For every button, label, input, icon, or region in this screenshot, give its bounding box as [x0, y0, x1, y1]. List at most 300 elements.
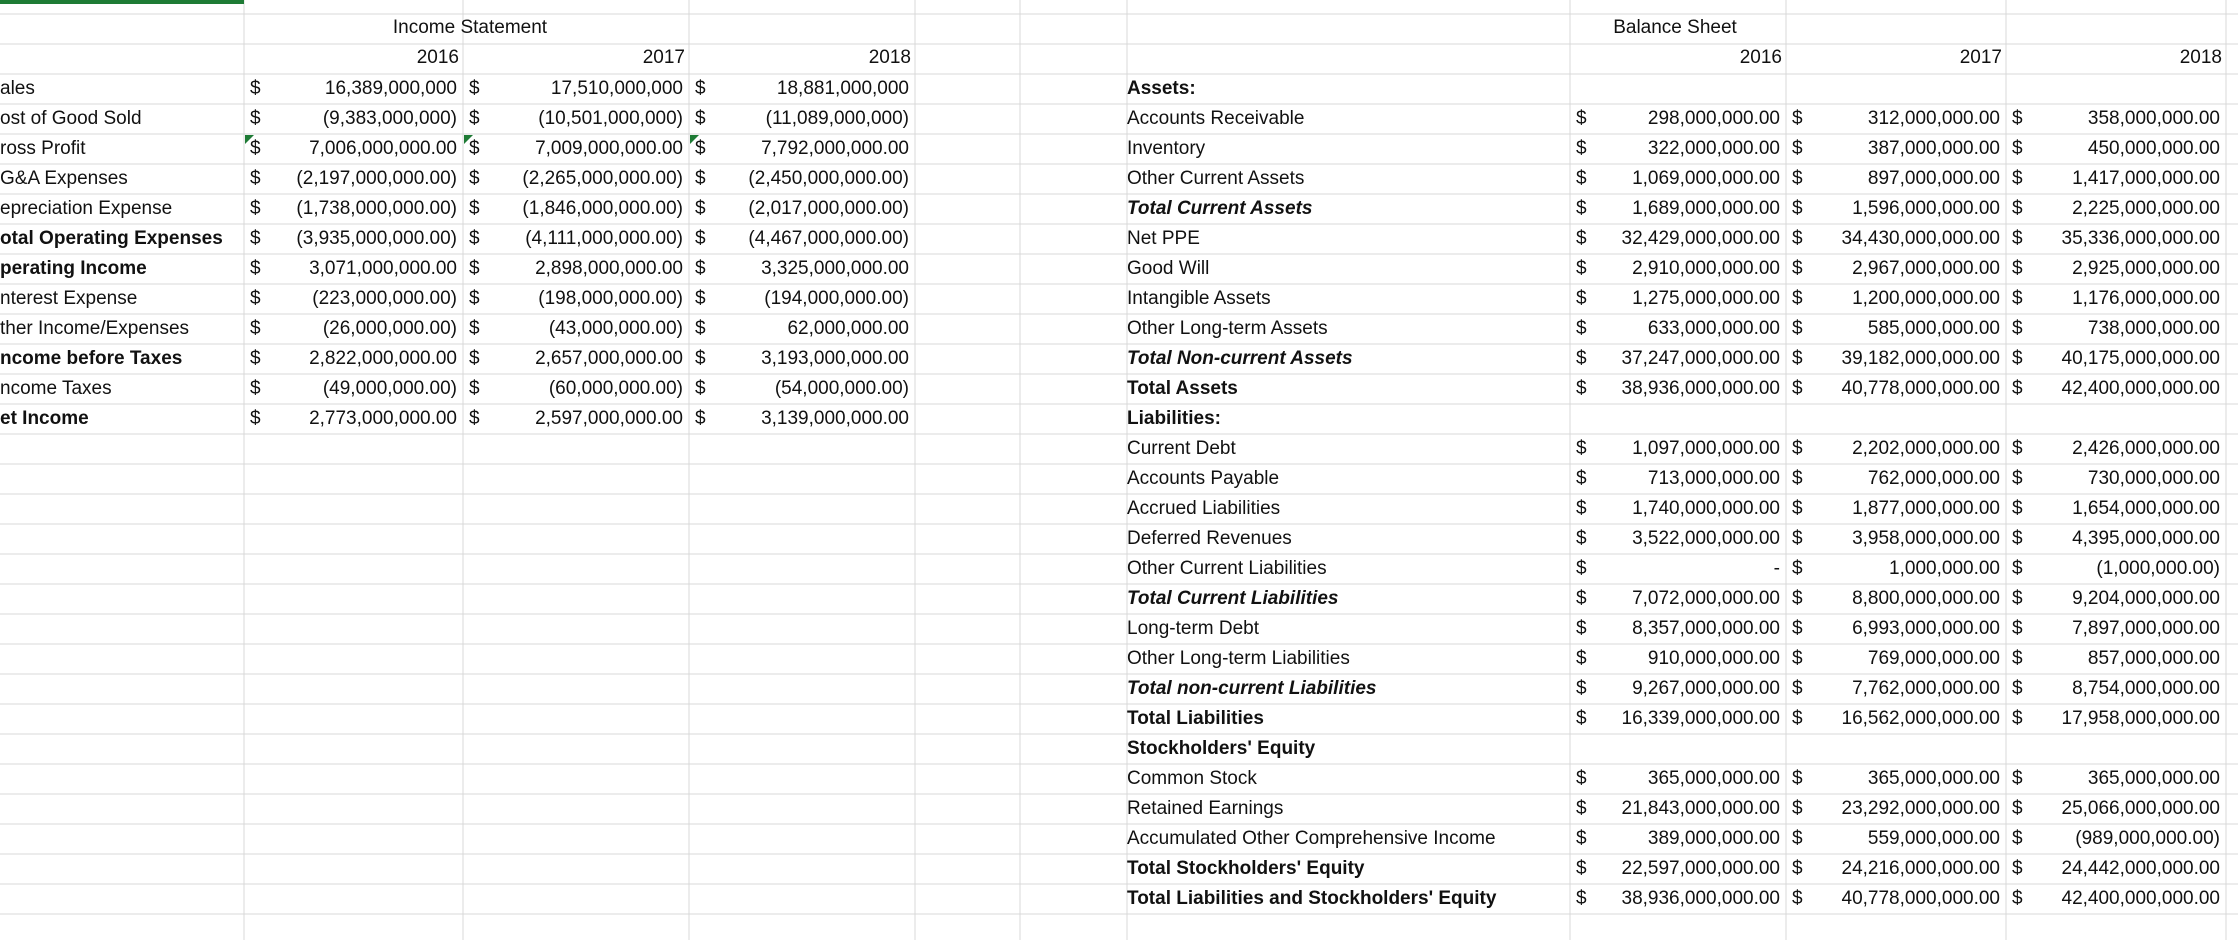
balance_sheet-row-label: Other Current Assets: [1127, 168, 1305, 189]
currency-symbol: $: [469, 348, 480, 369]
balance_sheet-value-cell[interactable]: [2006, 524, 2226, 554]
income_statement-value-cell[interactable]: [244, 104, 463, 134]
balance_sheet-row-label: Total Non-current Assets: [1127, 348, 1353, 369]
cell-value: (49,000,000.00): [322, 378, 457, 399]
income_statement-value-cell[interactable]: [463, 254, 689, 284]
currency-symbol: $: [695, 348, 706, 369]
cell-value: 9,267,000,000.00: [1632, 678, 1780, 699]
cell-value: (1,738,000,000.00): [296, 198, 457, 219]
income_statement-row-label: otal Operating Expenses: [0, 228, 223, 249]
cell-value: 897,000,000.00: [1867, 168, 2000, 189]
balance_sheet-value-cell[interactable]: [2006, 674, 2226, 704]
currency-symbol: $: [1792, 798, 1803, 819]
balance_sheet-value-cell[interactable]: [1786, 854, 2006, 884]
balance_sheet-value-cell[interactable]: [2006, 434, 2226, 464]
income_statement-row-label: nterest Expense: [0, 288, 138, 309]
cell-value: (2,265,000,000.00): [522, 168, 683, 189]
cell-value: 730,000,000.00: [2087, 468, 2220, 489]
currency-symbol: $: [1792, 318, 1803, 339]
currency-symbol: $: [1576, 288, 1587, 309]
income_statement-value-cell[interactable]: [689, 374, 915, 404]
income_statement-value-cell[interactable]: [689, 194, 915, 224]
balance_sheet-value-cell[interactable]: [1570, 494, 1786, 524]
balance_sheet-value-cell[interactable]: [1786, 524, 2006, 554]
cell-value: 38,936,000,000.00: [1621, 888, 1780, 909]
balance_sheet-value-cell[interactable]: [1786, 584, 2006, 614]
balance_sheet-row-label: Deferred Revenues: [1127, 528, 1292, 549]
currency-symbol: $: [695, 288, 706, 309]
balance_sheet-value-cell[interactable]: [2006, 374, 2226, 404]
cell-value: 322,000,000.00: [1647, 138, 1780, 159]
cell-value: 2,773,000,000.00: [309, 408, 457, 429]
balance_sheet-value-cell[interactable]: [2006, 254, 2226, 284]
cell-value: (43,000,000.00): [548, 318, 683, 339]
balance_sheet-row-label: Other Long-term Liabilities: [1127, 648, 1350, 669]
balance_sheet-value-cell[interactable]: [1786, 254, 2006, 284]
balance_sheet-row-label: Accounts Payable: [1127, 468, 1280, 489]
balance_sheet-value-cell[interactable]: [1570, 314, 1786, 344]
currency-symbol: $: [1576, 378, 1587, 399]
balance_sheet-value-cell[interactable]: [1786, 674, 2006, 704]
balance_sheet-value-cell[interactable]: [2006, 494, 2226, 524]
cell-value: 2,597,000,000.00: [535, 408, 683, 429]
balance_sheet-value-cell[interactable]: [2006, 224, 2226, 254]
balance_sheet-value-cell[interactable]: [1786, 224, 2006, 254]
currency-symbol: $: [2012, 528, 2023, 549]
balance_sheet-value-cell[interactable]: [1570, 884, 1786, 914]
cell-value: 389,000,000.00: [1647, 828, 1780, 849]
currency-symbol: $: [250, 78, 261, 99]
balance_sheet-row-label: Retained Earnings: [1127, 798, 1284, 819]
cell-value: (26,000,000.00): [322, 318, 457, 339]
balance_sheet-value-cell[interactable]: [2006, 314, 2226, 344]
cell-value: 2,910,000,000.00: [1632, 258, 1780, 279]
balance_sheet-value-cell[interactable]: [1570, 344, 1786, 374]
income_statement-row-label: ncome before Taxes: [0, 348, 183, 369]
cell-value: 38,936,000,000.00: [1621, 378, 1780, 399]
income_statement-value-cell[interactable]: [244, 374, 463, 404]
cell-value: 769,000,000.00: [1867, 648, 2000, 669]
balance_sheet-row-label: Total non-current Liabilities: [1127, 678, 1377, 699]
balance_sheet-value-cell[interactable]: [1570, 614, 1786, 644]
currency-symbol: $: [1576, 108, 1587, 129]
income_statement-value-cell[interactable]: [463, 284, 689, 314]
currency-symbol: $: [1792, 648, 1803, 669]
cell-value: 559,000,000.00: [1867, 828, 2000, 849]
cell-value: 1,097,000,000.00: [1632, 438, 1780, 459]
balance_sheet-value-cell[interactable]: [1786, 794, 2006, 824]
cell-value: 738,000,000.00: [2087, 318, 2220, 339]
cell-value: 25,066,000,000.00: [2061, 798, 2220, 819]
balance_sheet-value-cell[interactable]: [2006, 854, 2226, 884]
balance_sheet-value-cell[interactable]: [2006, 794, 2226, 824]
currency-symbol: $: [250, 198, 261, 219]
balance_sheet-value-cell[interactable]: [1570, 284, 1786, 314]
balance_sheet-value-cell[interactable]: [1786, 284, 2006, 314]
balance_sheet-value-cell[interactable]: [1570, 194, 1786, 224]
error-indicator-icon[interactable]: [245, 135, 254, 144]
balance_sheet-row-label: Inventory: [1127, 138, 1206, 159]
currency-symbol: $: [1576, 678, 1587, 699]
cell-value: (4,467,000,000.00): [748, 228, 909, 249]
income_statement-value-cell[interactable]: [244, 314, 463, 344]
cell-value: 7,006,000,000.00: [309, 138, 457, 159]
balance_sheet-row-label: Total Current Liabilities: [1127, 588, 1339, 609]
cell-value: 358,000,000.00: [2087, 108, 2220, 129]
cell-value: (194,000,000.00): [764, 288, 909, 309]
currency-symbol: $: [2012, 588, 2023, 609]
income_statement-value-cell[interactable]: [244, 134, 463, 164]
income_statement-value-cell[interactable]: [689, 254, 915, 284]
balance_sheet-value-cell[interactable]: [1786, 554, 2006, 584]
currency-symbol: $: [469, 138, 480, 159]
balance_sheet-value-cell[interactable]: [2006, 344, 2226, 374]
balance_sheet-value-cell[interactable]: [2006, 884, 2226, 914]
currency-symbol: $: [1792, 888, 1803, 909]
currency-symbol: $: [1792, 228, 1803, 249]
currency-symbol: $: [1576, 768, 1587, 789]
income_statement-value-cell[interactable]: [244, 344, 463, 374]
balance_sheet-value-cell[interactable]: [1570, 584, 1786, 614]
currency-symbol: $: [469, 78, 480, 99]
balance_sheet-value-cell[interactable]: [1570, 854, 1786, 884]
balance_sheet-value-cell[interactable]: [1786, 644, 2006, 674]
currency-symbol: $: [250, 168, 261, 189]
balance_sheet-value-cell[interactable]: [2006, 164, 2226, 194]
income_statement-value-cell[interactable]: [244, 74, 463, 104]
cell-value: (2,197,000,000.00): [296, 168, 457, 189]
balance_sheet-value-cell[interactable]: [1570, 464, 1786, 494]
balance_sheet-row-label: Total Current Assets: [1127, 198, 1313, 219]
cell-value: 713,000,000.00: [1647, 468, 1780, 489]
currency-symbol: $: [695, 138, 706, 159]
cell-value: 42,400,000,000.00: [2061, 888, 2220, 909]
balance_sheet-value-cell[interactable]: [1570, 824, 1786, 854]
cell-value: 1,275,000,000.00: [1632, 288, 1780, 309]
cell-value: 1,877,000,000.00: [1852, 498, 2000, 519]
cell-value: 16,339,000,000.00: [1621, 708, 1780, 729]
currency-symbol: $: [2012, 768, 2023, 789]
balance_sheet-value-cell[interactable]: [1570, 644, 1786, 674]
cell-value: 450,000,000.00: [2087, 138, 2220, 159]
income_statement-value-cell[interactable]: [689, 224, 915, 254]
cell-value: 2,822,000,000.00: [309, 348, 457, 369]
balance_sheet-value-cell[interactable]: [2006, 704, 2226, 734]
balance_sheet-value-cell[interactable]: [1786, 314, 2006, 344]
balance_sheet-value-cell[interactable]: [1786, 344, 2006, 374]
cell-value: 2,898,000,000.00: [535, 258, 683, 279]
currency-symbol: $: [695, 258, 706, 279]
cell-value: 9,204,000,000.00: [2072, 588, 2220, 609]
currency-symbol: $: [1792, 558, 1803, 579]
cell-value: 1,689,000,000.00: [1632, 198, 1780, 219]
cell-value: 298,000,000.00: [1647, 108, 1780, 129]
cell-value: 387,000,000.00: [1867, 138, 2000, 159]
income_statement-row-label: ther Income/Expenses: [0, 318, 190, 339]
cell-value: 40,175,000,000.00: [2061, 348, 2220, 369]
cell-value: 2,967,000,000.00: [1852, 258, 2000, 279]
balance_sheet-value-cell[interactable]: [1570, 524, 1786, 554]
balance_sheet-row-label: Total Liabilities: [1127, 708, 1264, 729]
currency-symbol: $: [469, 408, 480, 429]
income_statement-value-cell[interactable]: [689, 284, 915, 314]
cell-value: (2,450,000,000.00): [748, 168, 909, 189]
income_statement-value-cell[interactable]: [463, 224, 689, 254]
currency-symbol: $: [2012, 828, 2023, 849]
income_statement-row-label: G&A Expenses: [0, 168, 128, 189]
cell-value: 1,654,000,000.00: [2072, 498, 2220, 519]
balance_sheet-value-cell[interactable]: [1570, 134, 1786, 164]
currency-symbol: $: [1576, 168, 1587, 189]
cell-value: 4,395,000,000.00: [2072, 528, 2220, 549]
cell-value: 1,069,000,000.00: [1632, 168, 1780, 189]
balance_sheet-value-cell[interactable]: [1570, 224, 1786, 254]
income_statement-value-cell[interactable]: [463, 74, 689, 104]
cell-value: 2,925,000,000.00: [2072, 258, 2220, 279]
currency-symbol: $: [695, 378, 706, 399]
is-year-2016: 2016: [416, 47, 459, 68]
income_statement-value-cell[interactable]: [244, 404, 463, 434]
income_statement-row-label: ross Profit: [0, 138, 86, 159]
currency-symbol: $: [469, 378, 480, 399]
income_statement-value-cell[interactable]: [463, 314, 689, 344]
balance_sheet-value-cell[interactable]: [2006, 284, 2226, 314]
currency-symbol: $: [250, 288, 261, 309]
currency-symbol: $: [1792, 138, 1803, 159]
cell-value: 633,000,000.00: [1647, 318, 1780, 339]
balance_sheet-value-cell[interactable]: [1570, 764, 1786, 794]
currency-symbol: $: [2012, 348, 2023, 369]
cell-value: 40,778,000,000.00: [1841, 888, 2000, 909]
cell-value: 365,000,000.00: [2087, 768, 2220, 789]
balance_sheet-value-cell[interactable]: [1786, 824, 2006, 854]
currency-symbol: $: [2012, 858, 2023, 879]
balance_sheet-value-cell[interactable]: [1570, 554, 1786, 584]
currency-symbol: $: [2012, 318, 2023, 339]
income_statement-value-cell[interactable]: [463, 194, 689, 224]
income_statement-row-label: ost of Good Sold: [0, 108, 142, 129]
balance_sheet-value-cell[interactable]: [1570, 374, 1786, 404]
currency-symbol: $: [250, 408, 261, 429]
balance_sheet-value-cell[interactable]: [1570, 704, 1786, 734]
currency-symbol: $: [1792, 528, 1803, 549]
balance_sheet-value-cell[interactable]: [2006, 614, 2226, 644]
cell-value: 2,657,000,000.00: [535, 348, 683, 369]
balance_sheet-value-cell[interactable]: [1570, 794, 1786, 824]
currency-symbol: $: [695, 168, 706, 189]
balance_sheet-value-cell[interactable]: [1786, 134, 2006, 164]
cell-value: (1,000,000.00): [2096, 558, 2220, 579]
balance_sheet-row-label: Total Liabilities and Stockholders' Equity: [1127, 888, 1497, 909]
balance_sheet-row-label: Long-term Debt: [1127, 618, 1260, 639]
balance_sheet-value-cell[interactable]: [2006, 644, 2226, 674]
balance_sheet-value-cell[interactable]: [1786, 194, 2006, 224]
cell-value: 3,193,000,000.00: [761, 348, 909, 369]
currency-symbol: $: [1576, 888, 1587, 909]
balance_sheet-row-label: Current Debt: [1127, 438, 1236, 459]
balance_sheet-value-cell[interactable]: [1786, 494, 2006, 524]
income_statement-row-label: epreciation Expense: [0, 198, 173, 219]
currency-symbol: $: [1576, 138, 1587, 159]
balance_sheet-value-cell[interactable]: [2006, 464, 2226, 494]
bs-year-2017: 2017: [1959, 47, 2002, 68]
income_statement-value-cell[interactable]: [689, 164, 915, 194]
balance_sheet-row-label: Intangible Assets: [1127, 288, 1271, 309]
balance_sheet-row-label: Accumulated Other Comprehensive Income: [1127, 828, 1496, 849]
currency-symbol: $: [695, 108, 706, 129]
balance_sheet-value-cell[interactable]: [1786, 104, 2006, 134]
balance_sheet-value-cell[interactable]: [1570, 434, 1786, 464]
currency-symbol: $: [1576, 438, 1587, 459]
balance_sheet-value-cell[interactable]: [2006, 194, 2226, 224]
currency-symbol: $: [2012, 258, 2023, 279]
currency-symbol: $: [2012, 378, 2023, 399]
balance_sheet-value-cell[interactable]: [2006, 584, 2226, 614]
cell-value: 42,400,000,000.00: [2061, 378, 2220, 399]
balance_sheet-value-cell[interactable]: [1786, 434, 2006, 464]
income_statement-value-cell[interactable]: [463, 344, 689, 374]
currency-symbol: $: [1576, 648, 1587, 669]
cell-value: 34,430,000,000.00: [1841, 228, 2000, 249]
cell-value: 3,325,000,000.00: [761, 258, 909, 279]
is-year-2018: 2018: [868, 47, 911, 68]
cell-value: 18,881,000,000: [776, 78, 909, 99]
cell-value: (10,501,000,000): [538, 108, 683, 129]
balance_sheet-value-cell[interactable]: [1570, 254, 1786, 284]
cell-value: 32,429,000,000.00: [1621, 228, 1780, 249]
balance_sheet-value-cell[interactable]: [1570, 104, 1786, 134]
balance_sheet-value-cell[interactable]: [2006, 104, 2226, 134]
error-indicator-icon[interactable]: [464, 135, 473, 144]
balance-sheet-title: Balance Sheet: [1613, 17, 1737, 38]
income_statement-value-cell[interactable]: [689, 344, 915, 374]
income_statement-value-cell[interactable]: [463, 374, 689, 404]
currency-symbol: $: [695, 318, 706, 339]
is-year-2017: 2017: [642, 47, 685, 68]
income_statement-value-cell[interactable]: [463, 104, 689, 134]
balance_sheet-value-cell[interactable]: [1786, 164, 2006, 194]
balance_sheet-value-cell[interactable]: [1786, 704, 2006, 734]
balance_sheet-value-cell[interactable]: [2006, 764, 2226, 794]
currency-symbol: $: [1792, 768, 1803, 789]
selected-cell-indicator: [0, 0, 244, 4]
currency-symbol: $: [1576, 618, 1587, 639]
income_statement-value-cell[interactable]: [689, 134, 915, 164]
income_statement-value-cell[interactable]: [244, 284, 463, 314]
currency-symbol: $: [2012, 198, 2023, 219]
currency-symbol: $: [1792, 858, 1803, 879]
cell-value: 40,778,000,000.00: [1841, 378, 2000, 399]
cell-value: 1,000,000.00: [1889, 558, 2000, 579]
balance_sheet-value-cell[interactable]: [2006, 134, 2226, 164]
currency-symbol: $: [1792, 708, 1803, 729]
cell-value: 3,071,000,000.00: [309, 258, 457, 279]
currency-symbol: $: [1792, 198, 1803, 219]
cell-value: 2,202,000,000.00: [1852, 438, 2000, 459]
currency-symbol: $: [2012, 558, 2023, 579]
currency-symbol: $: [1792, 168, 1803, 189]
income_statement-value-cell[interactable]: [689, 314, 915, 344]
cell-value: 17,510,000,000: [550, 78, 683, 99]
currency-symbol: $: [469, 318, 480, 339]
income_statement-value-cell[interactable]: [244, 164, 463, 194]
income_statement-value-cell[interactable]: [244, 224, 463, 254]
currency-symbol: $: [1792, 108, 1803, 129]
income_statement-value-cell[interactable]: [689, 74, 915, 104]
balance_sheet-value-cell[interactable]: [1786, 884, 2006, 914]
cell-value: 17,958,000,000.00: [2061, 708, 2220, 729]
currency-symbol: $: [250, 108, 261, 129]
income_statement-value-cell[interactable]: [689, 404, 915, 434]
currency-symbol: $: [469, 228, 480, 249]
currency-symbol: $: [469, 288, 480, 309]
income_statement-row-label: ncome Taxes: [0, 378, 112, 399]
currency-symbol: $: [250, 258, 261, 279]
cell-value: 22,597,000,000.00: [1621, 858, 1780, 879]
income_statement-value-cell[interactable]: [463, 134, 689, 164]
cell-value: 365,000,000.00: [1647, 768, 1780, 789]
currency-symbol: $: [1792, 378, 1803, 399]
balance_sheet-value-cell[interactable]: [1786, 764, 2006, 794]
currency-symbol: $: [1576, 468, 1587, 489]
balance_sheet-value-cell[interactable]: [1570, 164, 1786, 194]
cell-value: -: [1773, 558, 1780, 579]
cell-value: 2,225,000,000.00: [2072, 198, 2220, 219]
cell-value: (198,000,000.00): [538, 288, 683, 309]
currency-symbol: $: [469, 198, 480, 219]
error-indicator-icon[interactable]: [690, 135, 699, 144]
balance_sheet-row-label: Total Assets: [1127, 378, 1238, 399]
income_statement-value-cell[interactable]: [689, 104, 915, 134]
currency-symbol: $: [695, 198, 706, 219]
currency-symbol: $: [1576, 228, 1587, 249]
balance_sheet-value-cell[interactable]: [1786, 614, 2006, 644]
currency-symbol: $: [1792, 588, 1803, 609]
currency-symbol: $: [2012, 798, 2023, 819]
currency-symbol: $: [1792, 258, 1803, 279]
income_statement-row-label: perating Income: [0, 258, 147, 279]
currency-symbol: $: [1576, 528, 1587, 549]
income_statement-value-cell[interactable]: [463, 164, 689, 194]
balance_sheet-value-cell[interactable]: [1786, 374, 2006, 404]
currency-symbol: $: [2012, 888, 2023, 909]
cell-value: 24,216,000,000.00: [1841, 858, 2000, 879]
cell-value: 365,000,000.00: [1867, 768, 2000, 789]
balance_sheet-value-cell[interactable]: [2006, 824, 2226, 854]
currency-symbol: $: [2012, 228, 2023, 249]
currency-symbol: $: [2012, 498, 2023, 519]
balance_sheet-value-cell[interactable]: [1786, 464, 2006, 494]
currency-symbol: $: [1576, 588, 1587, 609]
cell-value: 62,000,000.00: [787, 318, 909, 339]
cell-value: 24,442,000,000.00: [2061, 858, 2220, 879]
balance_sheet-value-cell[interactable]: [2006, 554, 2226, 584]
income_statement-value-cell[interactable]: [244, 194, 463, 224]
currency-symbol: $: [2012, 678, 2023, 699]
income_statement-row-label: ales: [0, 78, 35, 99]
cell-value: 1,200,000,000.00: [1852, 288, 2000, 309]
cell-value: 585,000,000.00: [1867, 318, 2000, 339]
income_statement-value-cell[interactable]: [244, 254, 463, 284]
currency-symbol: $: [695, 228, 706, 249]
income_statement-value-cell[interactable]: [463, 404, 689, 434]
currency-symbol: $: [1576, 798, 1587, 819]
currency-symbol: $: [2012, 648, 2023, 669]
currency-symbol: $: [469, 168, 480, 189]
balance_sheet-value-cell[interactable]: [1570, 674, 1786, 704]
cell-value: 8,357,000,000.00: [1632, 618, 1780, 639]
currency-symbol: $: [2012, 288, 2023, 309]
